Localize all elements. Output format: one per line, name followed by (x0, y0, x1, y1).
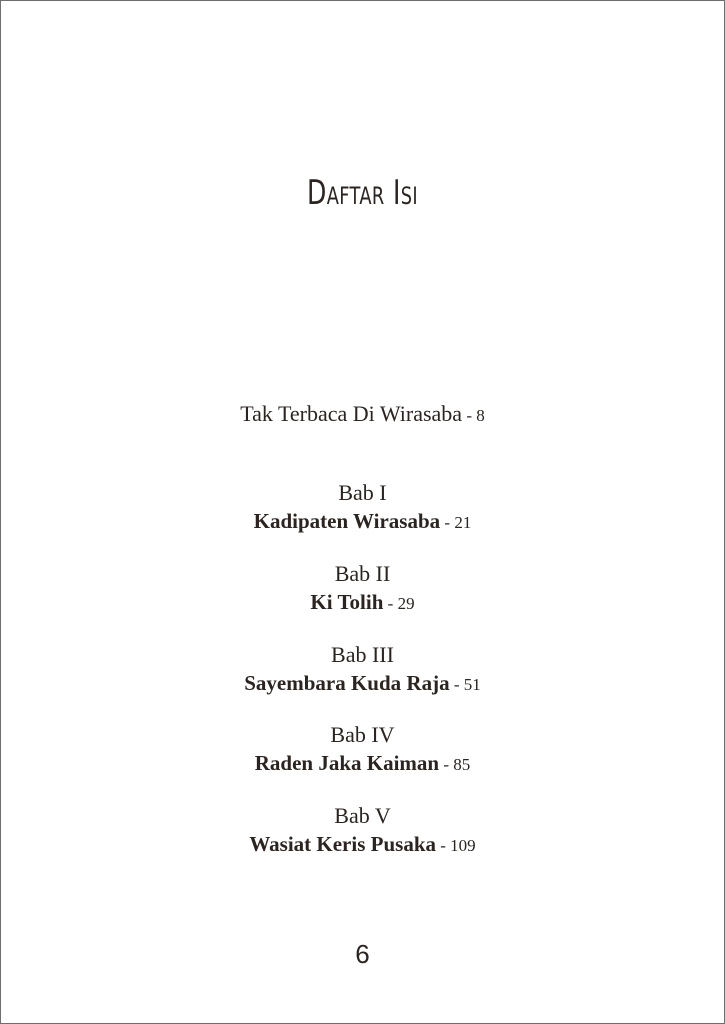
chapter-title: Kadipaten Wirasaba (253, 509, 441, 533)
toc-prologue-entry (1, 401, 724, 427)
chapter-page: 85 (453, 755, 471, 774)
chapter-page: 21 (454, 513, 472, 532)
prologue-separator: - (462, 406, 477, 425)
chapter-title-line: Raden Jaka Kaiman - 85 (254, 751, 471, 775)
chapter-number: Bab I (338, 480, 387, 505)
chapter-page: 51 (463, 675, 481, 694)
toc-title: Daftar Isi (306, 173, 419, 213)
chapter-title: Sayembara Kuda Raja (244, 671, 450, 695)
chapter-title-line: Ki Tolih - 29 (310, 590, 415, 614)
toc-chapter-entry (1, 479, 724, 535)
chapter-number: Bab V (334, 803, 391, 828)
chapter-title-line: Kadipaten Wirasaba - 21 (253, 509, 472, 533)
chapter-title: Wasiat Keris Pusaka (249, 832, 436, 856)
toc-chapter-entry (1, 641, 724, 697)
chapter-title-line: Wasiat Keris Pusaka - 109 (249, 832, 476, 856)
chapter-page: 109 (450, 836, 476, 855)
toc-chapter-entry (1, 802, 724, 858)
chapter-title: Ki Tolih (310, 590, 384, 614)
toc-chapter-entry (1, 560, 724, 616)
toc-chapter-entry (1, 721, 724, 777)
prologue-title: Tak Terbaca Di Wirasaba (240, 401, 463, 426)
chapter-title: Raden Jaka Kaiman (254, 751, 440, 775)
chapter-number: Bab IV (330, 722, 395, 747)
chapter-title-line: Sayembara Kuda Raja - 51 (244, 671, 481, 695)
chapter-number: Bab II (334, 561, 391, 586)
chapter-number: Bab III (331, 642, 394, 667)
page-number: 6 (355, 939, 370, 969)
chapter-page: 29 (397, 594, 415, 613)
prologue-page: 8 (476, 406, 485, 425)
